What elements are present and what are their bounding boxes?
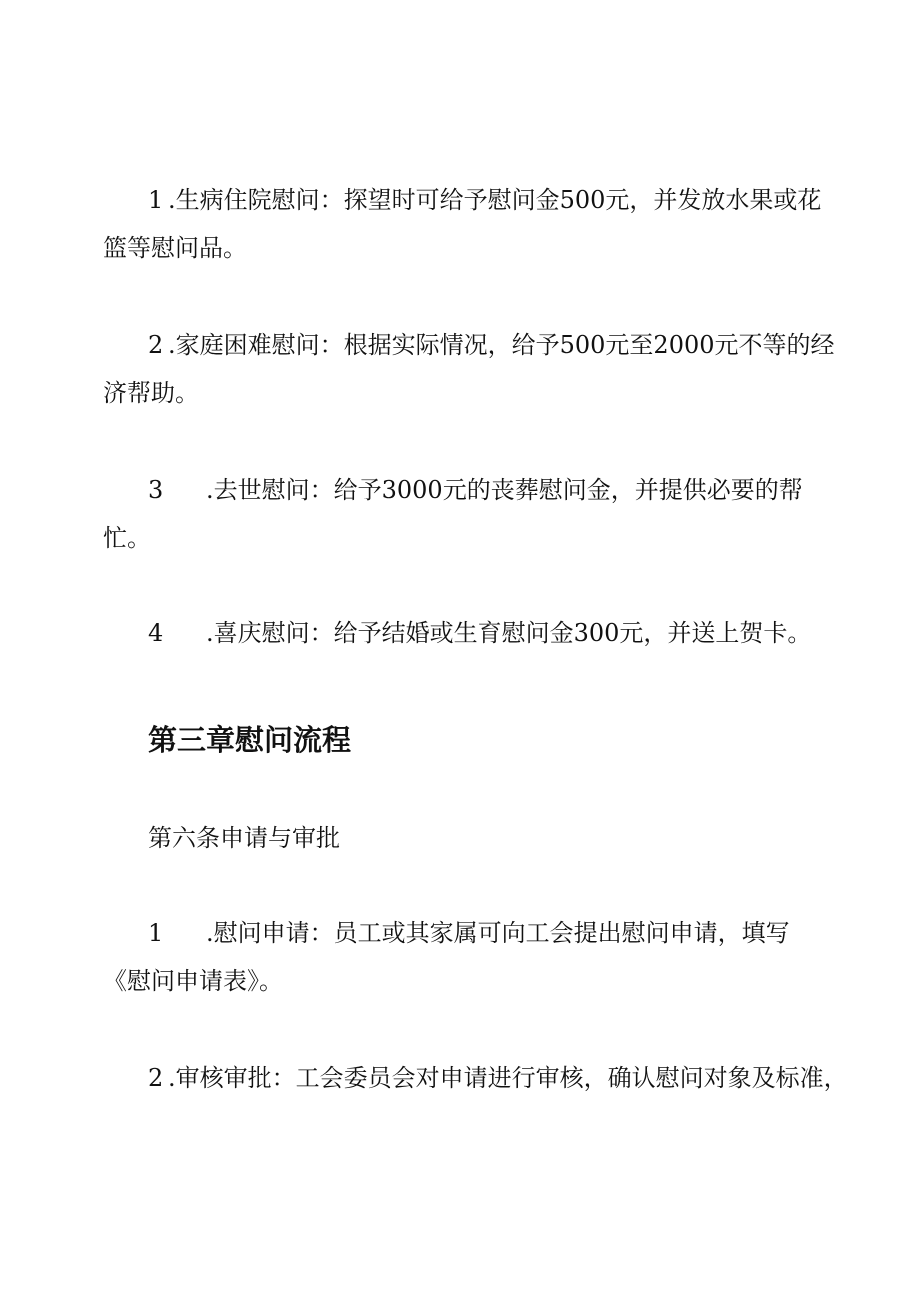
list-item-4-line-1 — [148, 618, 811, 648]
list-item-1-line-1 — [148, 185, 821, 215]
list-item-number: 4 — [148, 619, 164, 647]
list-item-text: .去世慰问：给予3000元的丧葬慰问金，并提供必要的帮 — [206, 476, 803, 504]
list-item-number: 2 — [148, 1064, 164, 1092]
list-item-number: 2 — [148, 331, 164, 359]
list-item-text: .审核审批：工会委员会对申请进行审核，确认慰问对象及标准， — [168, 1064, 848, 1092]
list-item-text: .慰问申请：员工或其家属可向工会提出慰问申请，填写 — [206, 919, 790, 947]
list-item-2-line-2: 济帮助。 — [103, 379, 199, 407]
procedure-item-1-line-1 — [148, 918, 790, 948]
list-item-3-line-2: 忙。 — [103, 524, 151, 552]
list-item-3-line-1 — [148, 475, 803, 505]
list-item-text: .生病住院慰问：探望时可给予慰问金500元，并发放水果或花 — [168, 186, 822, 214]
article-title: 第六条申请与审批 — [148, 824, 340, 852]
procedure-item-1-line-2: 《慰问申请表》。 — [103, 967, 283, 995]
list-item-1-line-2: 篮等慰问品。 — [103, 234, 247, 262]
list-item-text: .喜庆慰问：给予结婚或生育慰问金300元，并送上贺卡。 — [206, 619, 812, 647]
list-item-2-line-1 — [148, 330, 835, 360]
list-item-number: 1 — [148, 919, 164, 947]
list-item-text: .家庭困难慰问：根据实际情况，给予500元至2000元不等的经 — [168, 331, 835, 359]
list-item-number: 1 — [148, 186, 164, 214]
chapter-title: 第三章慰问流程 — [148, 723, 352, 757]
list-item-number: 3 — [148, 476, 164, 504]
procedure-item-2-line-1 — [148, 1063, 848, 1093]
